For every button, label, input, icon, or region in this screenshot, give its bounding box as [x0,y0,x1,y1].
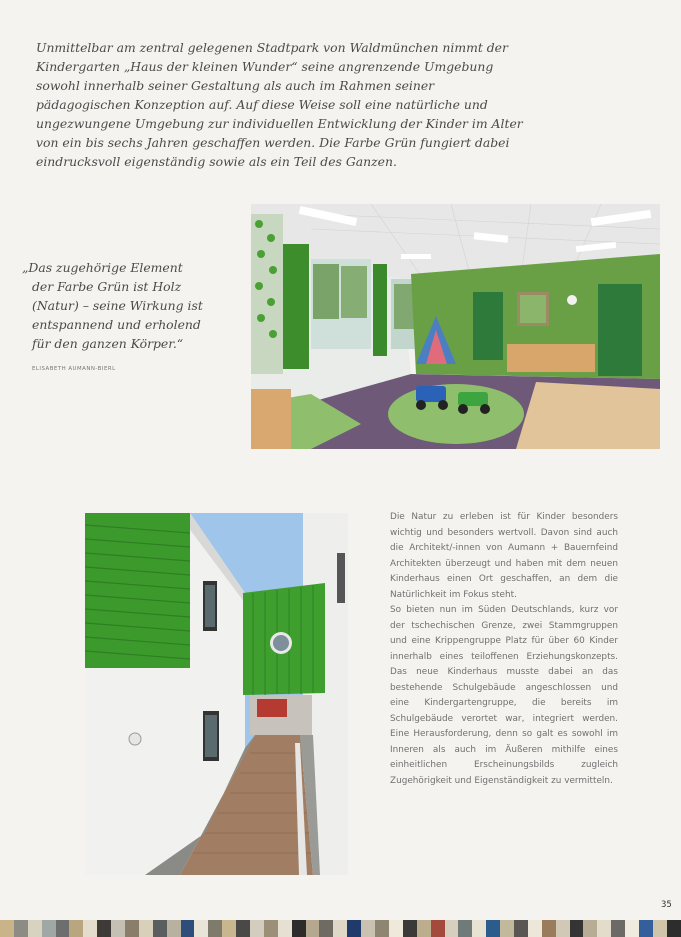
color-swatch [375,920,389,937]
color-swatch [361,920,375,937]
color-swatch [417,920,431,937]
color-swatch [319,920,333,937]
body-paragraph: Die Natur zu erleben ist für Kinder besonders wichtig und besonders wertvoll. Davon sind auch die Architekt/-innen von Aumann + Bauernfeind Architekten überzeugt und haben mit dem neuen Kinderhaus einen Ort geschaffen, an dem die Natürlichkeit im Fokus steht. [390,512,618,600]
color-swatch [153,920,167,937]
color-swatch [458,920,472,937]
color-swatch [445,920,459,937]
color-swatch [556,920,570,937]
color-strip [0,920,681,937]
kindergarten-interior-photo [251,204,660,449]
color-swatch [625,920,639,937]
color-swatch [97,920,111,937]
color-swatch [181,920,195,937]
color-swatch [69,920,83,937]
body-text [390,510,618,789]
color-swatch [570,920,584,937]
color-swatch [83,920,97,937]
pull-quote [22,258,232,353]
color-swatch [542,920,556,937]
intro-paragraph: Unmittelbar am zentral gelegenen Stadtpark von Waldmünchen nimmt der Kindergarten „Haus der kleinen Wunder“ seine angrenzende Umgebung sowohl innerhalb seiner Gestaltung als auch im Rahmen seiner pädagogischen Konzeption auf. Auf diese Weise soll eine natürliche und ungezwungene Umgebung zur individuellen Entwicklung der Kinder im Alter von ein bis sechs Jahren geschaffen werden. Die Farbe Grün fungiert dabei eindrucksvoll eigenständig sowie als ein Teil des Ganzen. [36,40,523,169]
color-swatch [42,920,56,937]
quote-author: ELISABETH AUMANN-BIERL [32,366,116,372]
color-swatch [597,920,611,937]
quote-line: (Natur) – seine Wirkung ist [32,298,203,313]
color-swatch [0,920,14,937]
color-swatch [194,920,208,937]
color-swatch [639,920,653,937]
color-swatch [278,920,292,937]
color-swatch [472,920,486,937]
color-swatch [56,920,70,937]
quote-line: für den ganzen Körper.“ [32,336,184,351]
color-swatch [486,920,500,937]
color-swatch [667,920,681,937]
color-swatch [583,920,597,937]
color-swatch [528,920,542,937]
color-swatch [653,920,667,937]
page-number: 35 [661,900,672,910]
quote-line: entspannend und erholend [32,317,201,332]
color-swatch [264,920,278,937]
building-exterior-photo [85,513,348,875]
color-swatch [403,920,417,937]
color-swatch [306,920,320,937]
color-swatch [431,920,445,937]
color-swatch [250,920,264,937]
body-paragraph: So bieten nun im Süden Deutschlands, kurz vor der tschechischen Grenze, zwei Stammgruppen und eine Krippengruppe Platz für über 60 Kinder innerhalb eines teiloffenen Erziehungskonzepts. Das neue Kinderhaus musste dabei an das bestehende Schulgebäude angeschlossen und eine Kindergartengruppe, die bereits im Schulgebäude verortet war, integriert werden. Eine Herausforderung, denn so galt es sowohl im Inneren als auch im Äußeren mithilfe eines einheitlichen Erscheinungsbilds zugleich Zugehörigkeit und Eigenständigkeit zu vermitteln. [390,605,618,786]
color-swatch [111,920,125,937]
quote-line: der Farbe Grün ist Holz [32,279,182,294]
color-swatch [28,920,42,937]
color-swatch [292,920,306,937]
color-swatch [347,920,361,937]
color-swatch [611,920,625,937]
color-swatch [236,920,250,937]
color-swatch [167,920,181,937]
color-swatch [139,920,153,937]
color-swatch [389,920,403,937]
quote-line: „Das zugehörige Element [22,260,183,275]
color-swatch [14,920,28,937]
color-swatch [222,920,236,937]
color-swatch [500,920,514,937]
color-swatch [514,920,528,937]
color-swatch [333,920,347,937]
color-swatch [208,920,222,937]
color-swatch [125,920,139,937]
